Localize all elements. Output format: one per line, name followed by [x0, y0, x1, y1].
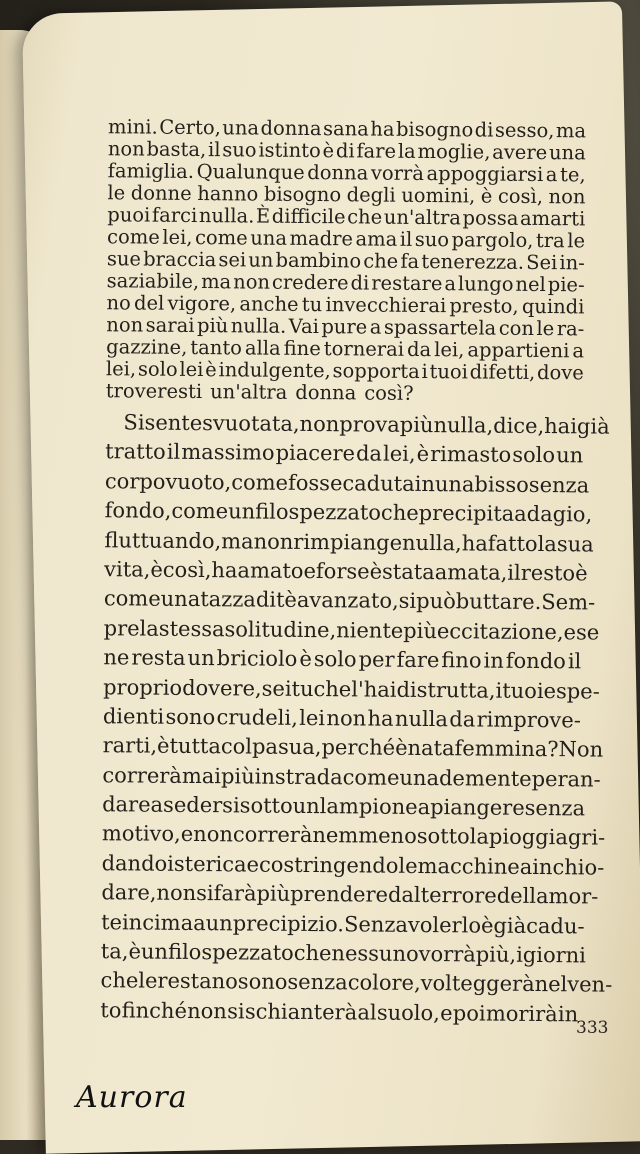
text-line: vita, è così, ha amato e forse è stata amata, il resto è: [104, 557, 588, 586]
text-line: te in cima a un precipizio. Senza volerlo è già cadu-: [101, 909, 585, 939]
text-line: troveresti un'altra donna così?: [105, 379, 414, 405]
text-line: ta, è un filo spezzato che nessuno vorrà più, i giorni: [100, 939, 587, 968]
text-line: fondo, come un filo spezzato che precipita adagio,: [104, 498, 593, 527]
text-line: gazzine, tanto alla fine tornerai da lei, appartieni a: [106, 335, 585, 363]
text-line: dando isterica e costringendo le macchine a inchio-: [101, 851, 605, 880]
text-line: motivo, e non correrà nemmeno sotto la pioggia gri-: [101, 821, 606, 851]
text-line: come una tazza di tè avanzato, si può buttare. Sem-: [103, 586, 596, 615]
text-line: sue braccia sei un bambino che fa tenerezza. Sei in-: [106, 247, 585, 275]
text-line: dare a sedersi sotto un lampione a piangere senza: [102, 792, 586, 821]
text-line: Si sente svuotata, non prova più nulla, dice, hai già: [123, 410, 610, 439]
text-line: tratto il massimo piacere da lei, è rimasto solo un: [105, 439, 584, 468]
text-line: rarti, è tutta colpa sua, perché è nata femmina? Non: [102, 733, 604, 762]
text-line: mini. Certo, una donna sana ha bisogno di sesso, ma: [107, 115, 587, 143]
book-page: [22, 1, 640, 1153]
text-line: ne resta un briciolo è solo per fare fino in fondo il: [103, 645, 582, 674]
text-line: saziabile, ma non credere di restare a lungo nel pie-: [106, 269, 585, 297]
text-line: dienti sono crudeli, lei non ha nulla da rimprove-: [102, 704, 581, 733]
text-line: pre la stessa solitudine, niente più eccitazione, e se: [103, 615, 600, 645]
text-line: le donne hanno bisogno degli uomini, è così, non: [107, 181, 586, 209]
text-line: corpo vuoto, come fosse caduta in un abisso senza: [104, 468, 590, 498]
text-line: dare, non si farà più prendere dal terrore della mor-: [101, 880, 599, 909]
text-line: famiglia. Qualunque donna vorrà appoggiarsi a te,: [107, 159, 586, 187]
paragraph-1: [106, 116, 586, 406]
text-line: proprio dovere, sei tu che l'hai distrutta, i tuoi espe-: [103, 674, 600, 704]
text-line: fluttuando, ma non rimpiange nulla, ha fatto la sua: [104, 527, 594, 557]
text-line: no del vigore, anche tu invecchierai presto, quindi: [106, 291, 585, 319]
aurora-watermark: Aurora: [76, 1080, 188, 1115]
text-line: come lei, come una madre ama il suo pargolo, tra le: [107, 225, 586, 253]
text-line: correrà mai più in strada come una demente per an-: [102, 762, 601, 792]
text-line: che le restano sono senza colore, volteggerà nel ven-: [100, 968, 613, 998]
text-line: non sarai più nulla. Vai pure a spassartela con le ra-: [106, 313, 585, 341]
text-line: puoi farci nulla. È difficile che un'altra possa amarti: [107, 203, 586, 231]
text-line: to finché non si schianterà al suolo, e poi morirà in: [100, 997, 579, 1027]
text-line: lei, solo lei è indulgente, sopporta i tuoi difetti, dove: [105, 357, 584, 385]
text-line: non basta, il suo istinto è di fare la moglie, avere una: [107, 137, 586, 165]
page-number: 333: [576, 1018, 609, 1038]
